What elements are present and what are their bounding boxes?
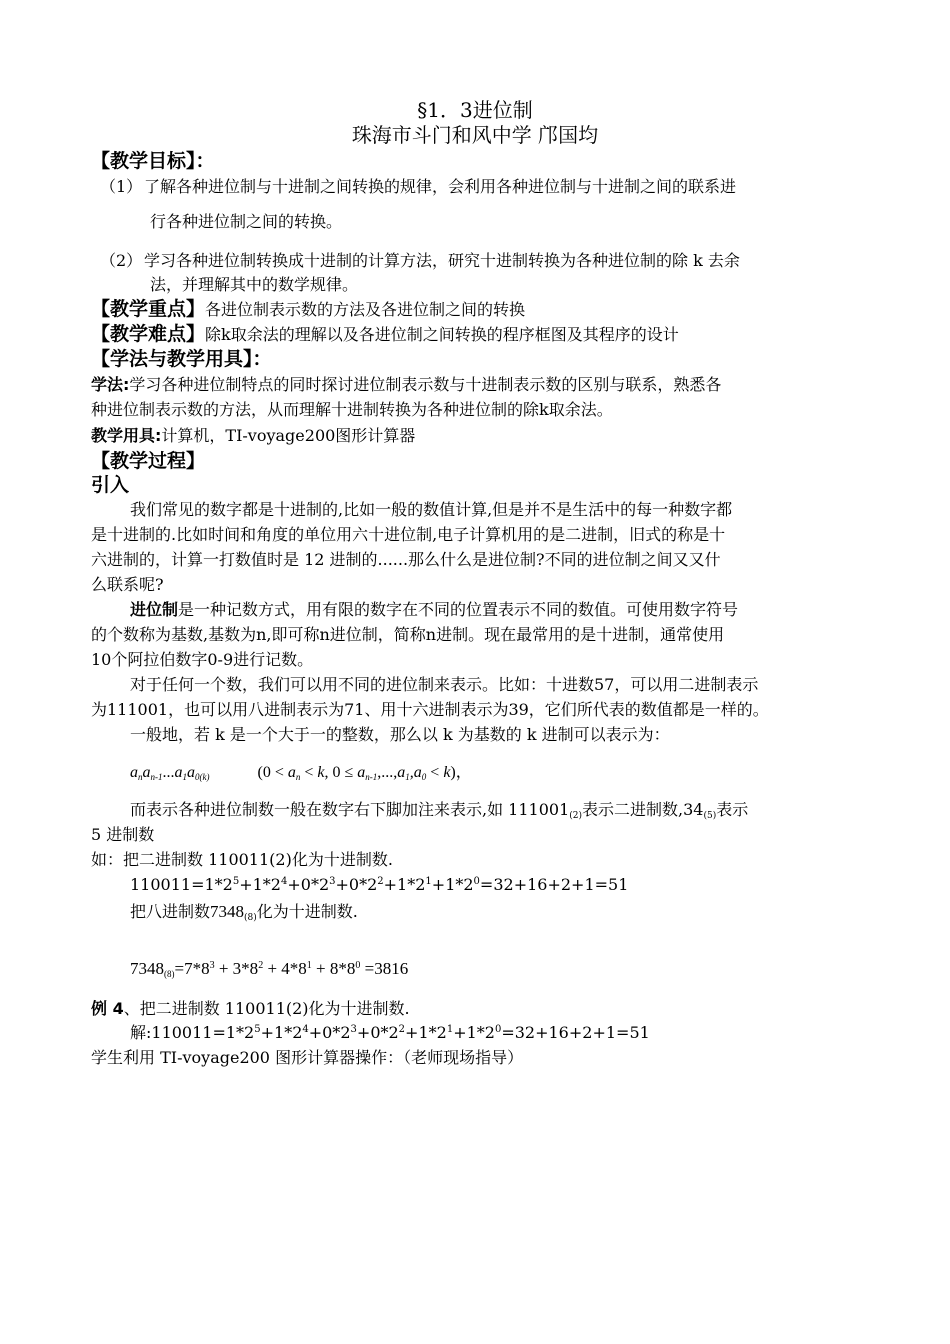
formula-a: a	[174, 764, 183, 781]
eq-term: + 3*8	[214, 959, 259, 978]
eq-term: 解:110011=1*2	[130, 1023, 255, 1042]
base-8-subscript: (8)	[164, 969, 175, 979]
methods-text: 学习各种进位制特点的同时探讨进位制表示数与十进制表示数的区别与联系，熟悉各	[129, 375, 722, 394]
eq-exponent: 3	[209, 960, 215, 971]
eq-term: =7*8	[174, 959, 210, 978]
formula-sub-0: 0	[421, 772, 427, 782]
formula-dots: ...	[162, 764, 175, 781]
eq-exponent: 0	[355, 960, 361, 971]
formula-a: a	[287, 764, 296, 781]
process-heading: 【教学过程】	[91, 450, 206, 472]
example-a-heading: 如：把二进制数 110011(2)化为十进制数.	[91, 850, 393, 869]
para5-line-1	[130, 799, 748, 821]
objective-1-number: （1）	[100, 177, 143, 196]
example-a-equation	[130, 874, 628, 896]
eq-result: =32+16+2+1=51	[501, 1023, 650, 1042]
example-4-text: 、把二进制数 110011(2)化为十进制数.	[123, 999, 410, 1018]
formula-k: k	[443, 764, 451, 781]
formula-lt: <	[430, 764, 440, 781]
eq-term: +0*2	[335, 875, 378, 894]
para1-line-4: 么联系呢?	[91, 575, 164, 594]
para5-text-c: 表示	[716, 800, 749, 819]
objectives-heading: 【教学目标】：	[91, 150, 215, 172]
eq-exponent: 5	[254, 1024, 261, 1035]
para2-text: 是一种记数方式，用有限的数字在不同的位置表示不同的数值。可使用数字符号	[178, 600, 739, 619]
example-b-suffix: 化为十进制数.	[256, 902, 358, 921]
eq-lhs: 7348	[130, 959, 164, 978]
formula-a: a	[357, 764, 366, 781]
example-4-solution	[130, 1022, 650, 1044]
eq-term: +0*2	[287, 875, 330, 894]
difficulties-label: 【教学难点】	[91, 323, 206, 345]
para1-line-3: 六进制的，计算一打数值时是 12 进制的......那么什么是进位制?不同的进位制之间又又什	[91, 550, 721, 569]
intro-heading: 引入	[91, 474, 130, 496]
eq-term: +1*2	[239, 875, 281, 894]
para5-text-a: 而表示各种进位制数一般在数字右下脚加注来表示,如 111001	[130, 800, 570, 819]
para3-line-1: 对于任何一个数，我们可以用不同的进位制来表示。比如：十进数57，可以用二进制表示	[130, 675, 759, 694]
example-4-label: 例 4	[91, 999, 124, 1018]
formula-lt: <	[304, 764, 314, 781]
example-4-heading	[91, 998, 410, 1020]
eq-exponent: 3	[350, 1024, 357, 1035]
para1-line-1: 我们常见的数字都是十进制的,比如一般的数值计算,但是并不是生活中的每一种数字都	[130, 500, 733, 519]
doc-title: §1．3进位制	[417, 98, 533, 122]
objective-2-text: 学习各种进位制转换成十进制的计算方法，研究十进制转换为各种进位制的除 k 去余	[144, 251, 740, 270]
para2-line-3: 10个阿拉伯数字0-9进行记数。	[91, 650, 314, 669]
teaching-tools	[91, 425, 415, 447]
para4-line-1: 一般地，若 k 是一个大于一的整数，那么以 k 为基数的 k 进制可以表示为：	[130, 725, 670, 744]
formula-sub-0: 0	[195, 772, 200, 782]
formula-sub-n: n	[295, 772, 301, 782]
key-points-label: 【教学重点】	[91, 298, 206, 320]
objective-2	[100, 250, 740, 272]
formula-a: a	[130, 764, 138, 781]
formula-sub-0k: 0(k)	[195, 772, 210, 782]
base-k-formula: $a_na_{n-1}...a_1a_{0(k)}$ ($0 < a_n < k$, $0 \le a_{n-1},...,a_1,a_0 < k$)，	[130, 764, 472, 782]
objective-1-continued: 行各种进位制之间的转换。	[150, 212, 343, 231]
term-base-system: 进位制	[130, 600, 179, 619]
formula-cond-close: )	[450, 764, 456, 781]
eq-exponent: 1	[446, 1024, 454, 1035]
formula-sub-n1: n-1	[365, 772, 378, 782]
eq-exponent: 2	[377, 876, 384, 887]
eq-term: +1*2	[431, 875, 474, 894]
formula-cond-comma: , 0 ≤	[324, 764, 354, 781]
eq-result: =32+16+2+1=51	[479, 875, 629, 894]
eq-exponent: 2	[258, 960, 264, 971]
methods-heading: 【学法与教学用具】：	[91, 348, 272, 370]
formula-cond-mid: ,...,	[377, 764, 398, 781]
objective-1-text: 了解各种进位制与十进制之间转换的规律，会利用各种进位制与十进制之间的联系进	[144, 177, 737, 196]
objective-2-continued: 法，并理解其中的数学规律。	[150, 275, 359, 294]
formula-a: a	[397, 764, 406, 781]
eq-term: + 8*8	[311, 959, 356, 978]
formula-sub-1: 1	[182, 772, 187, 782]
tools-text: 计算机，TI-voyage200图形计算器	[161, 426, 416, 445]
eq-term: 110011=1*2	[130, 875, 233, 894]
para3-line-2: 为111001，也可以用八进制表示为71、用十六进制表示为39，它们所代表的数值都是一样的。	[91, 700, 769, 719]
difficulties-text: 除k取余法的理解以及各进位制之间转换的程序框图及其程序的设计	[205, 325, 679, 344]
eq-term: +1*2	[260, 1023, 303, 1042]
closing-line: 学生利用 TI-voyage200 图形计算器操作：（老师现场指导）	[91, 1048, 524, 1067]
eq-term: +1*2	[453, 1023, 495, 1042]
methods-line-1	[91, 374, 721, 396]
formula-cond-open: (0 <	[257, 764, 284, 781]
formula-k: k	[317, 764, 325, 781]
eq-exponent: 4	[280, 876, 288, 887]
base-8-subscript: (8)	[244, 913, 257, 923]
formula-sub-k: k	[202, 772, 207, 782]
eq-exponent: 1	[306, 960, 312, 971]
eq-exponent: 1	[425, 876, 432, 887]
eq-exponent: 3	[329, 876, 336, 887]
methods-line-2: 种进位制表示数的方法，从而理解十进制转换为各种进位制的除k取余法。	[91, 400, 613, 419]
tools-label: 教学用具:	[91, 426, 162, 445]
formula-sub-n: n	[138, 772, 143, 782]
formula-sub-n1: n-1	[150, 772, 163, 782]
base-5-subscript: (5)	[703, 811, 717, 821]
para5-text-b: 表示二进制数,34	[582, 800, 704, 819]
formula-sub-1: 1	[405, 772, 410, 782]
para2-line-2: 的个数称为基数,基数为n,即可称n进位制，简称n进制。现在最常用的是十进制，通常使用	[91, 625, 725, 644]
eq-result: =3816	[360, 959, 409, 978]
key-points-text: 各进位制表示数的方法及各进位制之间的转换	[205, 300, 526, 319]
difficulties	[91, 323, 679, 346]
example-b-equation	[130, 958, 408, 980]
base-2-subscript: (2)	[569, 811, 583, 821]
eq-term: + 4*8	[263, 959, 307, 978]
example-b-heading	[130, 901, 358, 923]
eq-exponent: 0	[473, 876, 480, 887]
eq-term: +0*2	[356, 1023, 399, 1042]
para5-line-2: 5 进制数	[91, 825, 155, 844]
para1-line-2: 是十进制的.比如时间和角度的单位用六十进位制,电子计算机用的是二进制，旧式的称是十	[91, 525, 726, 544]
eq-exponent: 5	[232, 876, 240, 887]
example-b-prefix: 把八进制数	[130, 902, 211, 921]
eq-exponent: 0	[494, 1024, 502, 1035]
formula-a: a	[413, 764, 422, 781]
eq-term: +0*2	[308, 1023, 351, 1042]
key-points	[91, 298, 525, 321]
para2-line-1	[130, 599, 738, 621]
formula-trail: ，	[455, 764, 472, 781]
methods-label: 学法:	[91, 375, 130, 394]
objective-1	[100, 176, 736, 198]
eq-term: +1*2	[383, 875, 426, 894]
formula-a: a	[142, 764, 151, 781]
eq-term: +1*2	[405, 1023, 447, 1042]
doc-author: 珠海市斗门和风中学 邝国均	[351, 123, 599, 147]
objective-2-number: （2）	[100, 251, 143, 270]
eq-exponent: 4	[302, 1024, 309, 1035]
eq-exponent: 2	[398, 1024, 406, 1035]
octal-number: 7348	[210, 902, 245, 921]
formula-a: a	[187, 764, 195, 781]
